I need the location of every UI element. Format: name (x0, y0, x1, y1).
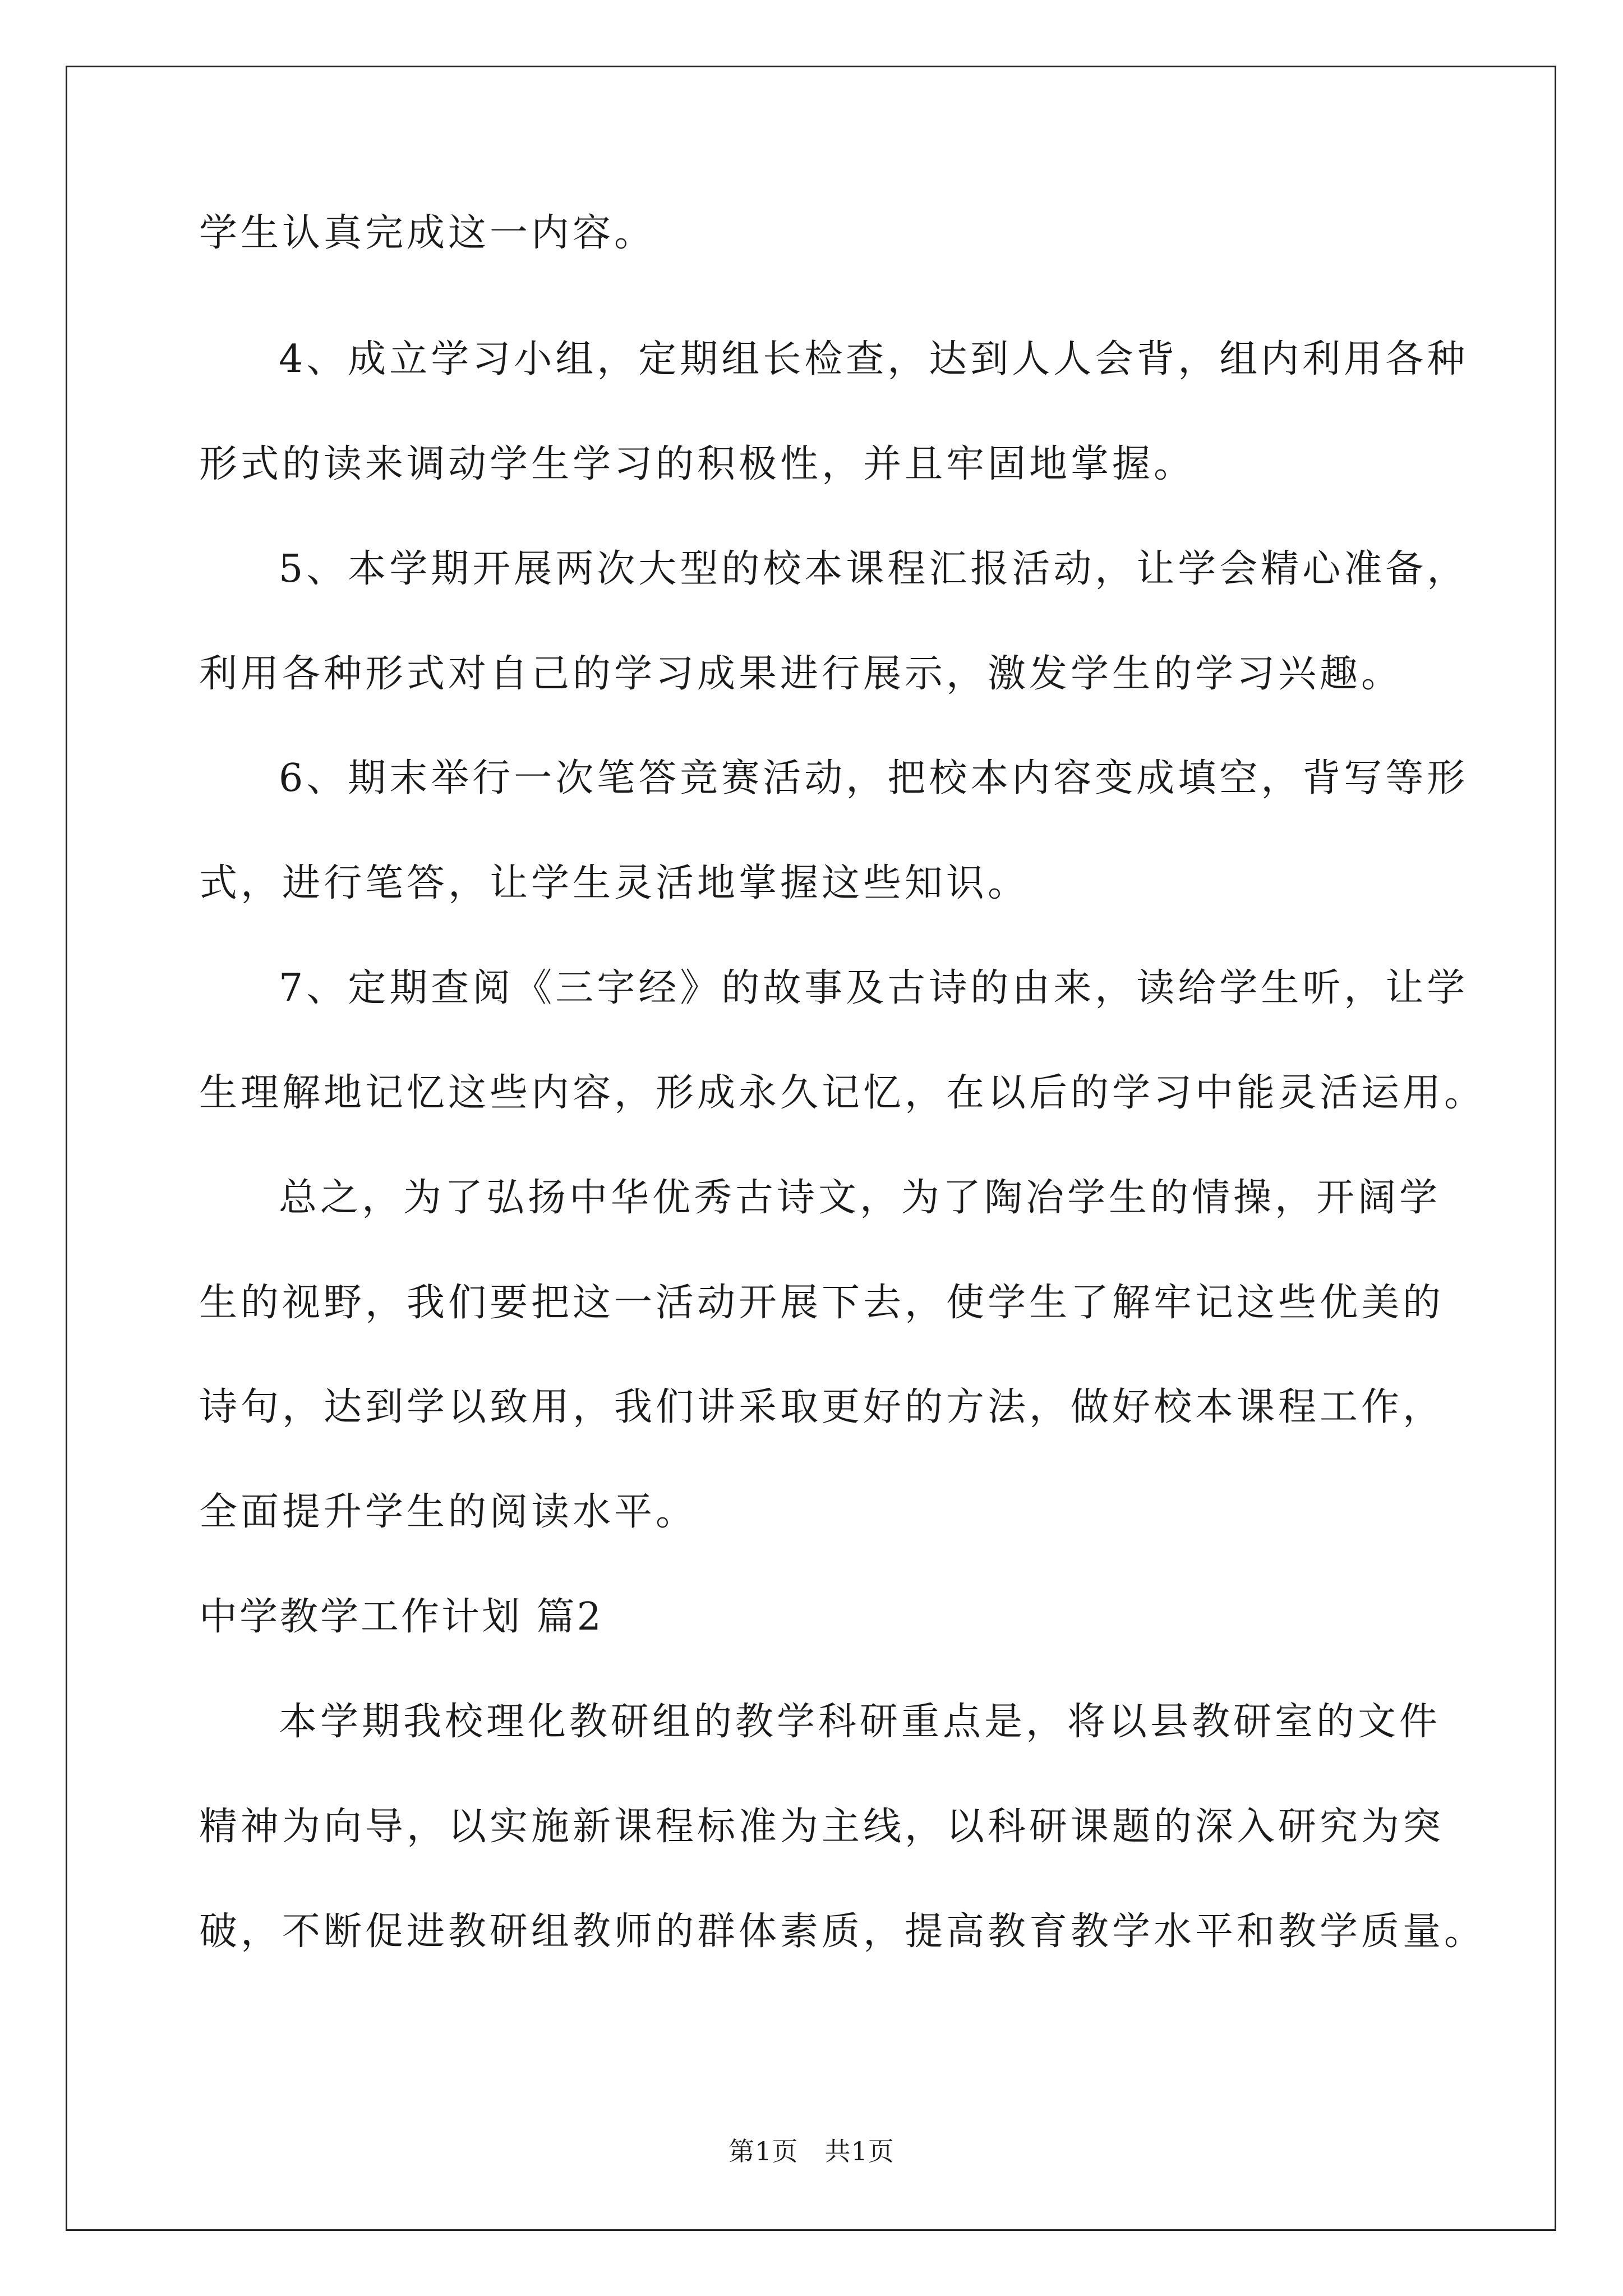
text-line: 5、本学期开展两次大型的校本课程汇报活动，让学会精心准备， (279, 547, 1469, 591)
text-line: 形式的读来调动学生学习的积极性，并且牢固地掌握。 (199, 442, 1196, 486)
text-line: 本学期我校理化教研组的教学科研重点是，将以县教研室的文件 (279, 1700, 1441, 1744)
text-line: 精神为向导，以实施新课程标准为主线，以科研课题的深入研究为突 (199, 1805, 1445, 1849)
text-line: 6、期末举行一次笔答竞赛活动，把校本内容变成填空，背写等形 (279, 756, 1469, 800)
text-line: 7、定期查阅《三字经》的故事及古诗的由来，读给学生听，让学 (279, 966, 1469, 1010)
text-line: 全面提升学生的阅读水平。 (199, 1490, 698, 1534)
text-line: 生的视野，我们要把这一活动开展下去，使学生了解牢记这些优美的 (199, 1281, 1445, 1325)
text-line: 生理解地记忆这些内容，形成永久记忆，在以后的学习中能灵活运用。 (199, 1071, 1486, 1115)
page-frame (66, 66, 1556, 2231)
text-line: 式，进行笔答，让学生灵活地掌握这些知识。 (199, 861, 1030, 905)
text-line: 诗句，达到学以致用，我们讲采取更好的方法，做好校本课程工作， (199, 1385, 1445, 1429)
text-line: 破，不断促进教研组教师的群体素质，提高教育教学水平和教学质量。 (199, 1910, 1486, 1954)
text-line: 4、成立学习小组，定期组长检查，达到人人会背，组内利用各种 (279, 337, 1469, 381)
text-line: 总之，为了弘扬中华优秀古诗文，为了陶冶学生的情操，开阔学 (279, 1176, 1441, 1220)
text-line: 学生认真完成这一内容。 (199, 211, 656, 255)
text-line: 利用各种形式对自己的学习成果进行展示，激发学生的学习兴趣。 (199, 652, 1403, 696)
page-number-footer: 第1页 共1页 (728, 2136, 895, 2166)
section-heading: 中学教学工作计划 篇2 (199, 1595, 603, 1639)
